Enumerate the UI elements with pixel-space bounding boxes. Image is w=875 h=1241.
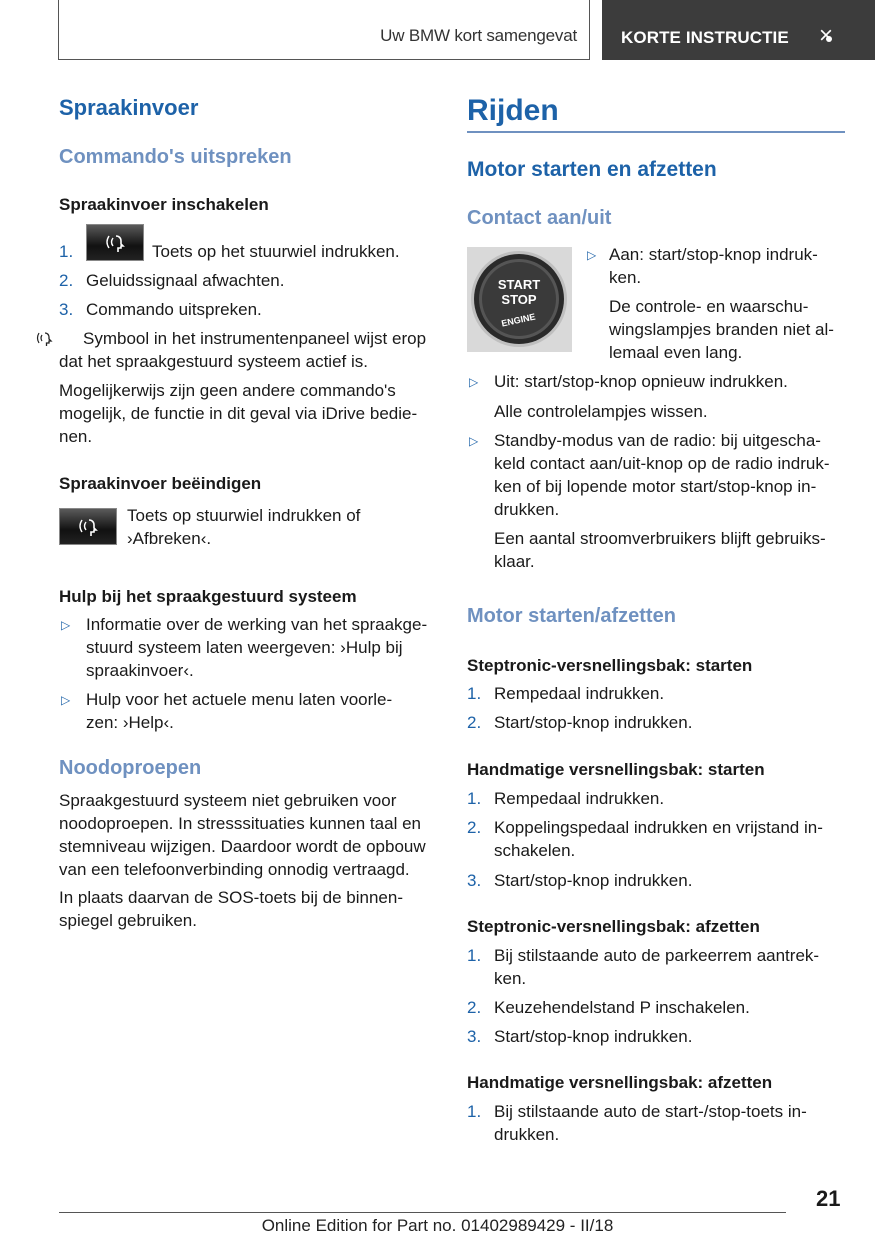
bullet-triangle-icon: ▷ bbox=[469, 375, 479, 389]
voice-symbol-icon bbox=[35, 330, 53, 347]
list-text: Informatie over de werking van het spraakge-stuurd systeem laten weergeven: ›Hulp bij spraakinvoer‹. bbox=[86, 615, 428, 680]
list-text: Aan: start/stop-knop indruk-ken. bbox=[609, 245, 818, 287]
list-number: 2. bbox=[467, 713, 482, 732]
list-subtext: Een aantal stroomverbruikers blijft gebruiks-klaar. bbox=[494, 529, 826, 571]
list-text: Uit: start/stop-knop opnieuw indrukken. bbox=[494, 372, 788, 391]
list-text: Koppelingspedaal indrukken en vrijstand in-schakelen. bbox=[494, 818, 823, 860]
heading-contact: Contact aan/uit bbox=[467, 207, 612, 229]
list-number: 3. bbox=[59, 300, 74, 319]
heading-hulp: Hulp bij het spraakgestuurd systeem bbox=[59, 587, 357, 606]
heading-handmatig-starten: Handmatige versnellingsbak: starten bbox=[467, 760, 765, 779]
list-text: Rempedaal indrukken. bbox=[494, 789, 665, 808]
list-number: 1. bbox=[467, 1102, 482, 1121]
engine-label: ENGINE bbox=[500, 311, 537, 329]
list-text: Bij stilstaande auto de parkeerrem aantrek-ken. bbox=[494, 946, 820, 988]
divider bbox=[467, 131, 845, 133]
voice-command-icon bbox=[104, 232, 128, 254]
heading-steptronic-starten: Steptronic-versnellingsbak: starten bbox=[467, 656, 753, 675]
list-number: 3. bbox=[467, 871, 482, 890]
paragraph-nood-1: Spraakgestuurd systeem niet gebruiken voor noodoproepen. In stresssituaties kunnen taal en stemniveau wijzigen. Daardoor wordt de opbouw van een telefoonverbinding onnodig vertraagd. bbox=[59, 791, 426, 879]
footer-edition: Online Edition for Part no. 01402989429 - II/18 bbox=[261, 1216, 614, 1235]
bullet-triangle-icon: ▷ bbox=[61, 693, 71, 707]
heading-motor-starten: Motor starten en afzetten bbox=[467, 158, 717, 181]
footer-divider bbox=[59, 1212, 786, 1213]
heading-motor-startaf: Motor starten/afzetten bbox=[467, 605, 676, 627]
car-key-icon bbox=[816, 25, 836, 45]
section-tab bbox=[602, 0, 875, 60]
list-text: Hulp voor het actuele menu laten voorle-zen: ›Help‹. bbox=[86, 690, 393, 732]
list-subtext: De controle- en waarschu-wingslampjes branden niet al-lemaal even lang. bbox=[609, 297, 834, 362]
list-text: Start/stop-knop indrukken. bbox=[494, 713, 693, 732]
heading-spraakinvoer: Spraakinvoer bbox=[59, 95, 199, 120]
stop-label: STOP bbox=[501, 292, 537, 307]
header-box bbox=[58, 0, 590, 60]
header-subtitle: Uw BMW kort samengevat bbox=[380, 26, 577, 45]
list-number: 2. bbox=[467, 818, 482, 837]
list-text: Bij stilstaande auto de start-/stop-toets in-drukken. bbox=[494, 1102, 807, 1144]
list-text: Commando uitspreken. bbox=[86, 300, 262, 319]
list-text: Start/stop-knop indrukken. bbox=[494, 871, 693, 890]
heading-steptronic-afzetten: Steptronic-versnellingsbak: afzetten bbox=[467, 917, 760, 936]
heading-noodoproepen: Noodoproepen bbox=[59, 757, 202, 779]
list-number: 1. bbox=[59, 242, 74, 261]
list-number: 2. bbox=[59, 271, 74, 290]
list-number: 1. bbox=[467, 946, 482, 965]
paragraph-beeindigen: Toets op stuurwiel indrukken of ›Afbreken‹. bbox=[127, 506, 361, 548]
list-text: Start/stop-knop indrukken. bbox=[494, 1027, 693, 1046]
section-tab-label: KORTE INSTRUCTIE bbox=[621, 28, 789, 47]
list-number: 3. bbox=[467, 1027, 482, 1046]
list-text: Toets op het stuurwiel indrukken. bbox=[152, 242, 400, 261]
list-subtext: Alle controlelampjes wissen. bbox=[494, 402, 708, 421]
paragraph-symbool-text: Symbool in het instrumentenpaneel wijst erop dat het spraakgestuurd systeem actief is. bbox=[59, 329, 427, 371]
bullet-triangle-icon: ▷ bbox=[61, 618, 71, 632]
paragraph-nood-2: In plaats daarvan de SOS-toets bij de binnen-spiegel gebruiken. bbox=[59, 888, 403, 930]
bullet-triangle-icon: ▷ bbox=[469, 434, 479, 448]
heading-handmatig-afzetten: Handmatige versnellingsbak: afzetten bbox=[467, 1073, 773, 1092]
bullet-triangle-icon: ▷ bbox=[587, 248, 597, 262]
paragraph-mogelijk: Mogelijkerwijs zijn geen andere commando's mogelijk, de functie in dit geval via iDrive bedie-nen. bbox=[59, 381, 418, 446]
voice-command-icon bbox=[77, 516, 101, 538]
list-text: Geluidssignaal afwachten. bbox=[86, 271, 285, 290]
start-label: START bbox=[497, 277, 541, 292]
list-number: 1. bbox=[467, 684, 482, 703]
heading-rijden: Rijden bbox=[467, 94, 559, 127]
start-stop-engine-icon bbox=[467, 247, 572, 352]
voice-button-image bbox=[86, 224, 144, 261]
list-text: Rempedaal indrukken. bbox=[494, 684, 665, 703]
start-stop-button-image bbox=[467, 247, 572, 352]
list-number: 2. bbox=[467, 998, 482, 1017]
heading-beeindigen: Spraakinvoer beëindigen bbox=[59, 474, 262, 493]
list-text: Keuzehendelstand P inschakelen. bbox=[494, 998, 750, 1017]
list-number: 1. bbox=[467, 789, 482, 808]
heading-commando: Commando's uitspreken bbox=[59, 146, 292, 168]
page-number: 21 bbox=[816, 1186, 841, 1211]
paragraph-symbool bbox=[59, 327, 439, 373]
voice-button-image bbox=[59, 508, 117, 545]
list-text: Standby-modus van de radio: bij uitgescha-keld contact aan/uit-knop op de radio indruk-ken of bij lopende motor start/stop-knop in-drukken. bbox=[494, 431, 830, 519]
heading-inschakelen: Spraakinvoer inschakelen bbox=[59, 195, 269, 214]
